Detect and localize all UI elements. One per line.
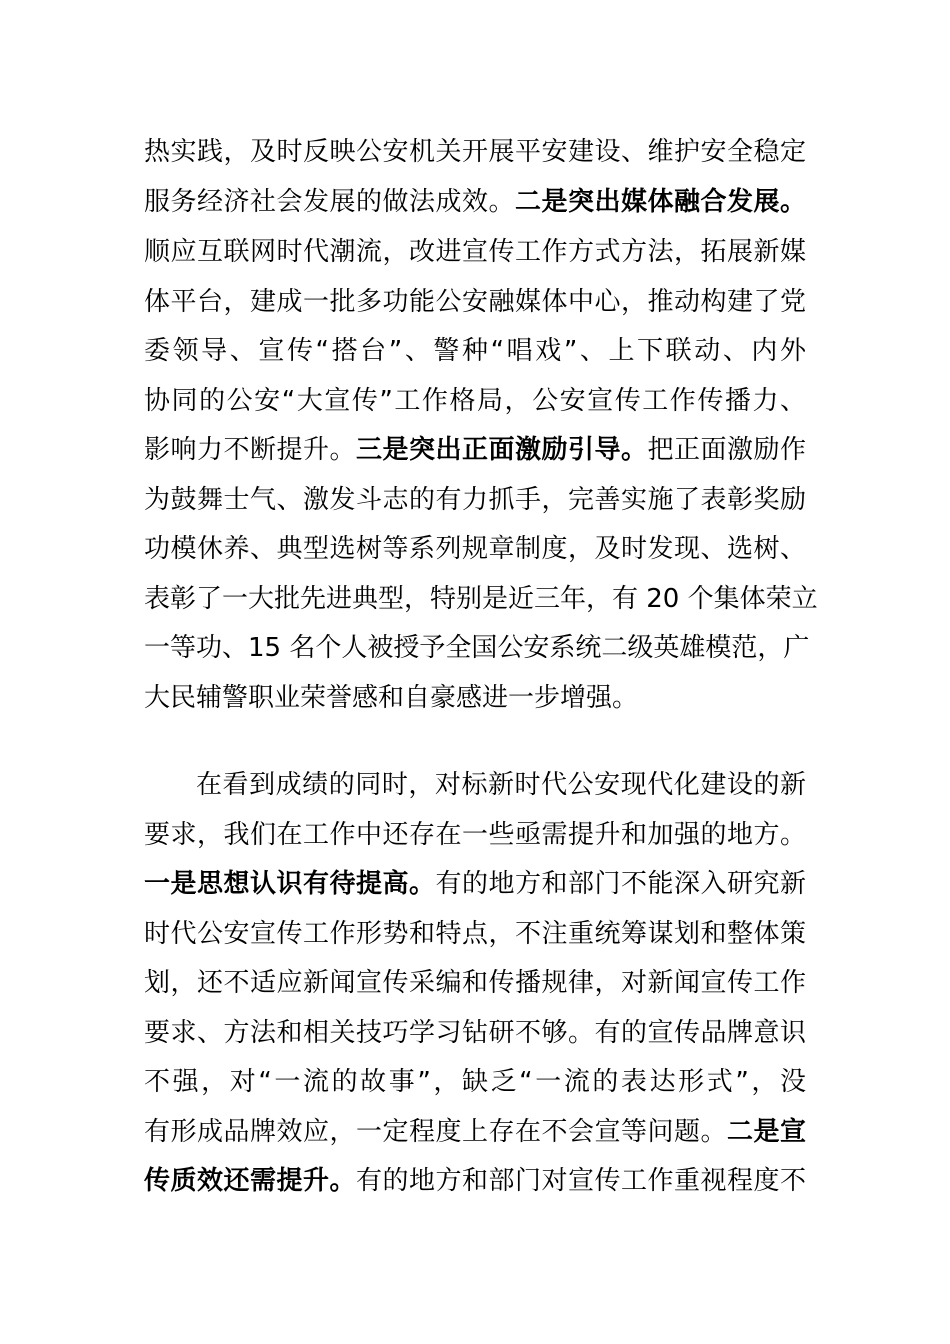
text-segment: 大民辅警职业荣誉感和自豪感进一步增强。 — [144, 683, 639, 713]
bold-text-segment: 传质效还需提升。 — [144, 1166, 356, 1196]
text-segment: 热实践，及时反映公安机关开展平安建设、维护安全稳定 — [144, 137, 806, 167]
text-segment: 影响力不断提升。 — [144, 435, 356, 465]
text-line — [144, 480, 806, 520]
text-segment: 为鼓舞士气、激发斗志的有力抓手，完善实施了表彰奖励 — [144, 485, 806, 515]
text-line — [144, 1112, 806, 1152]
text-line — [144, 132, 806, 172]
text-line — [144, 628, 810, 668]
text-segment: 在看到成绩的同时，对标新时代公安现代化建设的新 — [196, 770, 806, 800]
text-segment: 划，还不适应新闻宣传采编和传播规律，对新闻宣传工作 — [144, 968, 806, 998]
text-line — [144, 864, 806, 904]
text-line — [144, 182, 806, 222]
text-segment: 要求、方法和相关技巧学习钻研不够。有的宣传品牌意识 — [144, 1018, 806, 1048]
text-line — [144, 963, 806, 1003]
bold-text-segment: 三是突出正面激励引导。 — [356, 435, 648, 465]
text-line — [144, 1062, 806, 1102]
text-segment: 时代公安宣传工作形势和特点，不注重统筹谋划和整体策 — [144, 919, 806, 949]
text-line — [144, 1161, 806, 1201]
text-segment: 委领导、宣传“搭台”、警种“唱戏”、上下联动、内外 — [144, 336, 806, 366]
text-segment: 一等功、15 名个人被授予全国公安系统二级英雄模范，广 — [144, 633, 810, 663]
text-segment: 不强，对“一流的故事”，缺乏“一流的表达形式”，没 — [144, 1067, 806, 1097]
text-segment: 有的地方和部门对宣传工作重视程度不 — [356, 1166, 806, 1196]
bold-text-segment: 一是思想认识有待提高。 — [144, 869, 436, 899]
text-line — [196, 765, 806, 805]
text-line — [144, 430, 806, 470]
text-line — [144, 529, 806, 569]
text-segment: 服务经济社会发展的做法成效。 — [144, 187, 515, 217]
text-segment: 协同的公安“大宣传”工作格局，公安宣传工作传播力、 — [144, 386, 806, 416]
text-line — [144, 815, 806, 855]
text-line — [144, 914, 806, 954]
text-segment: 表彰了一大批先进典型，特别是近三年，有 20 个集体荣立 — [144, 584, 818, 614]
bold-text-segment: 二是宣 — [726, 1117, 806, 1147]
bold-text-segment: 二是突出媒体融合发展。 — [514, 187, 806, 217]
text-line — [144, 282, 806, 322]
text-segment: 有形成品牌效应，一定程度上存在不会宣等问题。 — [144, 1117, 727, 1147]
text-line — [144, 1013, 806, 1053]
text-segment: 要求，我们在工作中还存在一些亟需提升和加强的地方。 — [144, 820, 806, 850]
text-segment: 体平台，建成一批多功能公安融媒体中心，推动构建了党 — [144, 287, 806, 317]
text-segment: 功模休养、典型选树等系列规章制度，及时发现、选树、 — [144, 534, 806, 564]
text-line — [144, 579, 818, 619]
text-segment: 顺应互联网时代潮流，改进宣传工作方式方法，拓展新媒 — [144, 237, 806, 267]
text-segment: 把正面激励作 — [647, 435, 806, 465]
text-line — [144, 381, 806, 421]
text-line — [144, 331, 806, 371]
text-line — [144, 232, 806, 272]
text-line — [144, 678, 806, 718]
text-segment: 有的地方和部门不能深入研究新 — [435, 869, 806, 899]
